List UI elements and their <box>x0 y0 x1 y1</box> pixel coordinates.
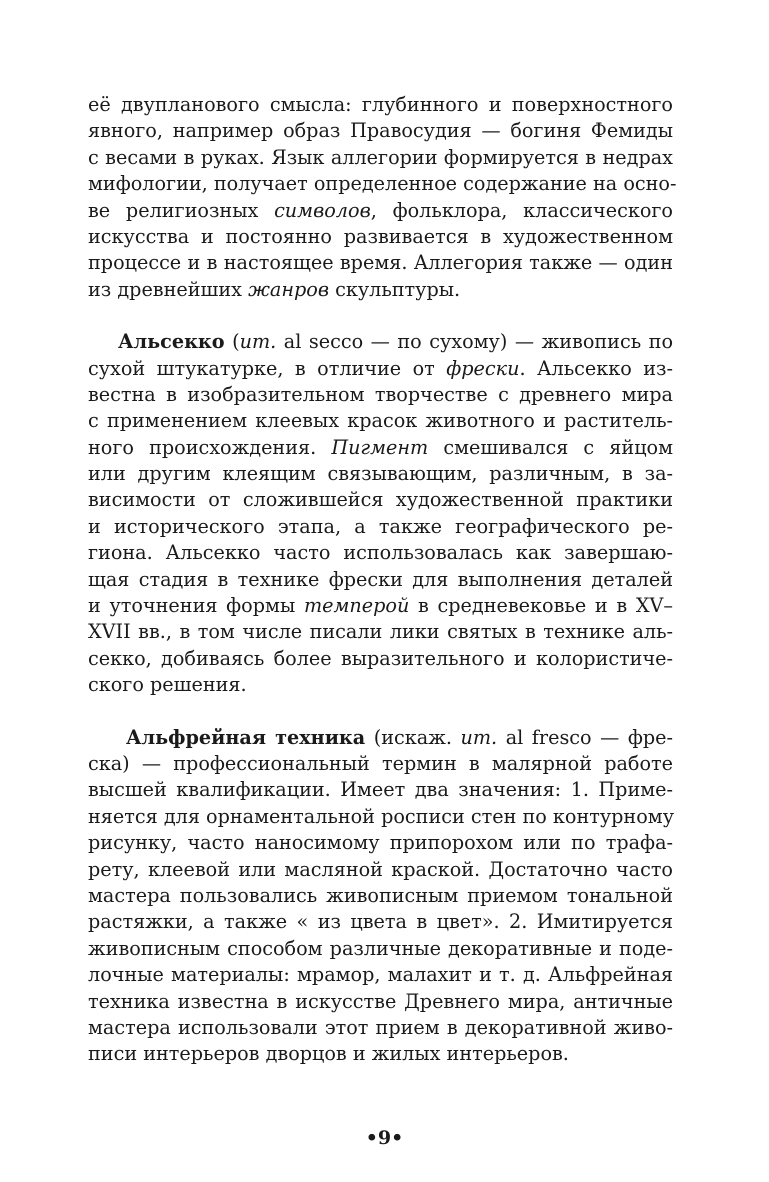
text-line: сухой штукатурке, в отличие от фрески. Альсекко из- <box>88 356 673 380</box>
text-line: с весами в руках. Язык аллегории формируется в недрах <box>88 145 673 169</box>
italic-term: жанров <box>248 277 329 301</box>
text-line: ска) — профессиональный термин в малярной работе <box>88 751 673 775</box>
text-line: с применением клеевых красок животного и раститель- <box>88 409 673 433</box>
italic-term: символов <box>274 198 371 222</box>
text-line: живописным способом различные декоративные и поде- <box>88 936 673 960</box>
text-line: ского решения. <box>88 673 247 697</box>
entry-term: Альфрейная техника <box>126 725 366 749</box>
text-line: писи интерьеров дворцов и жилых интерьеров. <box>88 1042 569 1066</box>
text-line: процессе и в настоящее время. Аллегория также — один <box>88 251 673 275</box>
text-line: высшей квалификации. Имеет два значения: 1. Приме- <box>88 778 673 802</box>
text-line: гиона. Альсекко часто использовалась как завершаю- <box>88 541 673 565</box>
italic-term: темперой <box>303 594 410 618</box>
text-line: и исторического этапа, а также географического ре- <box>88 514 673 538</box>
text-line: вестна в изобразительном творчестве с древнего мира <box>88 382 673 406</box>
text-line: из древнейших жанров скульптуры. <box>88 277 461 301</box>
text-line: мастера использовали этот прием в декоративной живо- <box>88 1015 673 1039</box>
text-line: искусства и постоянно развивается в художественном <box>88 224 673 248</box>
italic-term: Пигмент <box>331 435 429 459</box>
italic-term: фрески <box>446 356 520 380</box>
page-body <box>88 92 677 1068</box>
text-line: XVII вв., в том числе писали лики святых в технике аль- <box>88 620 673 644</box>
text-line: секко, добиваясь более выразительного и колористиче- <box>88 646 673 670</box>
text-line: мастера пользовались живописным приемом тональной <box>88 883 673 907</box>
text-line: и уточнения формы темперой в средневековье и в XV– <box>88 594 673 618</box>
text-line: ного происхождения. Пигмент смешивался с яйцом <box>88 435 674 459</box>
entry-head-line: Альсекко (ит. al secco — по сухому) — живопись по <box>118 330 673 354</box>
text-line: ве религиозных символов, фольклора, классического <box>88 198 673 222</box>
text-line: рету, клеевой или масляной краской. Достаточно часто <box>88 857 673 881</box>
paragraph-allegory-continued <box>88 92 677 303</box>
text-line: растяжки, а также « из цвета в цвет». 2. Имитируется <box>88 910 673 934</box>
entry-term: Альсекко <box>118 330 225 354</box>
language-abbrev: ит. <box>460 725 498 749</box>
text-line: щая стадия в технике фрески для выполнения деталей <box>88 567 673 591</box>
text-line: висимости от сложившейся художественной практики <box>88 488 673 512</box>
text-line: техника известна в искусстве Древнего мира, античные <box>88 989 673 1013</box>
entry-alsekko <box>88 329 673 698</box>
language-abbrev: ит. <box>239 330 277 354</box>
text-line: няется для орнаментальной росписи стен по контурному <box>88 804 674 828</box>
page-number: •9• <box>365 1127 404 1149</box>
entry-head-line: Альфрейная техника (искаж. ит. al fresco — фре- <box>126 725 673 749</box>
text-line: её двупланового смысла: глубинного и поверхностного <box>88 93 673 116</box>
text-line: лочные материалы: мрамор, малахит и т. д. Альфрейная <box>88 963 673 987</box>
text-line: явного, например образ Правосудия — богиня Фемиды <box>88 119 673 143</box>
text-line: мифологии, получает определенное содержание на осно- <box>88 172 677 196</box>
entry-alfreynaya-tehnika <box>88 725 673 1068</box>
text-line: рисунку, часто наносимому припорохом или по трафа- <box>88 831 673 855</box>
text-line: или другим клеящим связывающим, различным, в за- <box>88 462 673 486</box>
